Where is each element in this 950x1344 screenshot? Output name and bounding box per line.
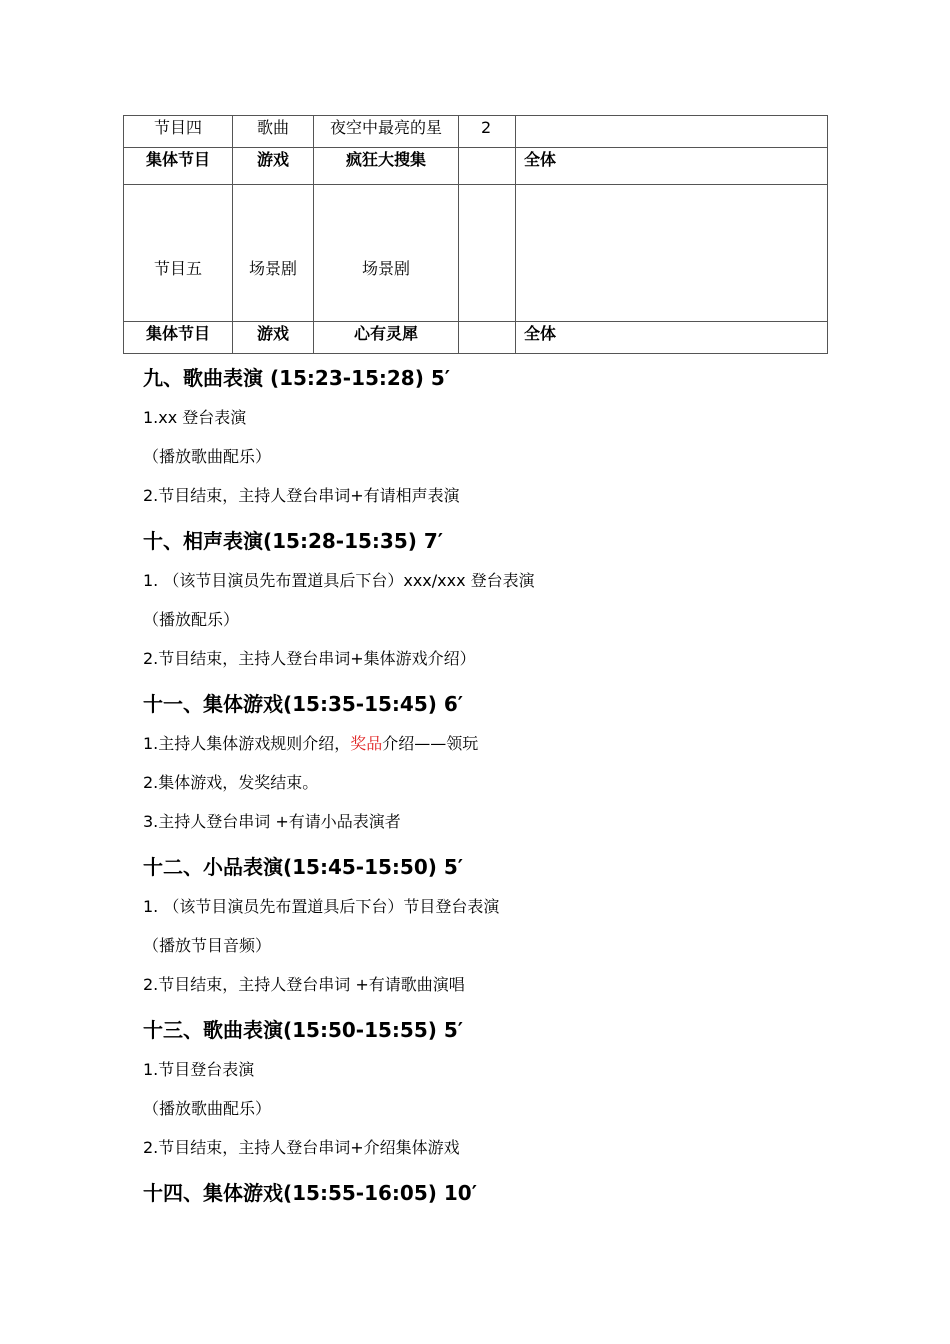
section-line: （播放节目音频） bbox=[143, 936, 272, 955]
section-line: 1. （该节目演员先布置道具后下台）节目登台表演 bbox=[143, 897, 500, 916]
table-cell: 心有灵犀 bbox=[314, 322, 459, 354]
table-cell: 节目四 bbox=[124, 116, 233, 148]
section-heading: 十二、小品表演(15:45-15:50) 5′ bbox=[143, 855, 464, 879]
section-heading: 十、相声表演(15:28-15:35) 7′ bbox=[143, 529, 444, 553]
section-heading: 九、歌曲表演 (15:23-15:28) 5′ bbox=[143, 366, 451, 390]
program-table bbox=[123, 115, 828, 354]
section-line: 2.节目结束，主持人登台串词+有请相声表演 bbox=[143, 486, 460, 505]
table-cell bbox=[459, 148, 516, 185]
table-cell bbox=[459, 322, 516, 354]
section-heading: 十四、集体游戏(15:55-16:05) 10′ bbox=[143, 1181, 477, 1205]
table-row bbox=[124, 116, 828, 148]
section-line: 2.节目结束，主持人登台串词+介绍集体游戏 bbox=[143, 1138, 460, 1157]
table-cell: 歌曲 bbox=[233, 116, 314, 148]
table-cell: 游戏 bbox=[233, 322, 314, 354]
table-cell: 游戏 bbox=[233, 148, 314, 185]
section-line: 2.节目结束，主持人登台串词+集体游戏介绍） bbox=[143, 649, 476, 668]
table-cell: 全体 bbox=[516, 322, 828, 354]
table-cell: 疯狂大搜集 bbox=[314, 148, 459, 185]
section-line: 1. （该节目演员先布置道具后下台）xxx/xxx 登台表演 bbox=[143, 571, 535, 590]
table-cell: 集体节目 bbox=[124, 322, 233, 354]
table-cell bbox=[516, 116, 828, 148]
table-cell: 2 bbox=[459, 116, 516, 148]
table-row bbox=[124, 185, 828, 322]
section-line: 2.节目结束，主持人登台串词 +有请歌曲演唱 bbox=[143, 975, 465, 994]
table-cell: 夜空中最亮的星 bbox=[314, 116, 459, 148]
section-line: （播放配乐） bbox=[143, 610, 240, 629]
section-heading: 十一、集体游戏(15:35-15:45) 6′ bbox=[143, 692, 464, 716]
section-heading: 十三、歌曲表演(15:50-15:55) 5′ bbox=[143, 1018, 464, 1042]
table-cell bbox=[459, 185, 516, 322]
table-row bbox=[124, 322, 828, 354]
section-line: 3.主持人登台串词 +有请小品表演者 bbox=[143, 812, 401, 831]
section-line: （播放歌曲配乐） bbox=[143, 447, 272, 466]
section-line: 1.节目登台表演 bbox=[143, 1060, 255, 1079]
table-cell: 集体节目 bbox=[124, 148, 233, 185]
table-cell: 全体 bbox=[516, 148, 828, 185]
table-cell: 场景剧 bbox=[314, 185, 459, 322]
highlight-text: 奖品 bbox=[350, 734, 383, 753]
section-line: （播放歌曲配乐） bbox=[143, 1099, 272, 1118]
section-line: 2.集体游戏，发奖结束。 bbox=[143, 773, 319, 792]
table-cell: 节目五 bbox=[124, 185, 233, 322]
section-line bbox=[143, 731, 478, 754]
section-line: 1.xx 登台表演 bbox=[143, 408, 247, 427]
table-cell bbox=[516, 185, 828, 322]
table-row bbox=[124, 148, 828, 185]
line-text: 1.主持人集体游戏规则介绍， bbox=[143, 734, 351, 753]
line-text: 介绍——领玩 bbox=[382, 734, 479, 753]
table-cell: 场景剧 bbox=[233, 185, 314, 322]
